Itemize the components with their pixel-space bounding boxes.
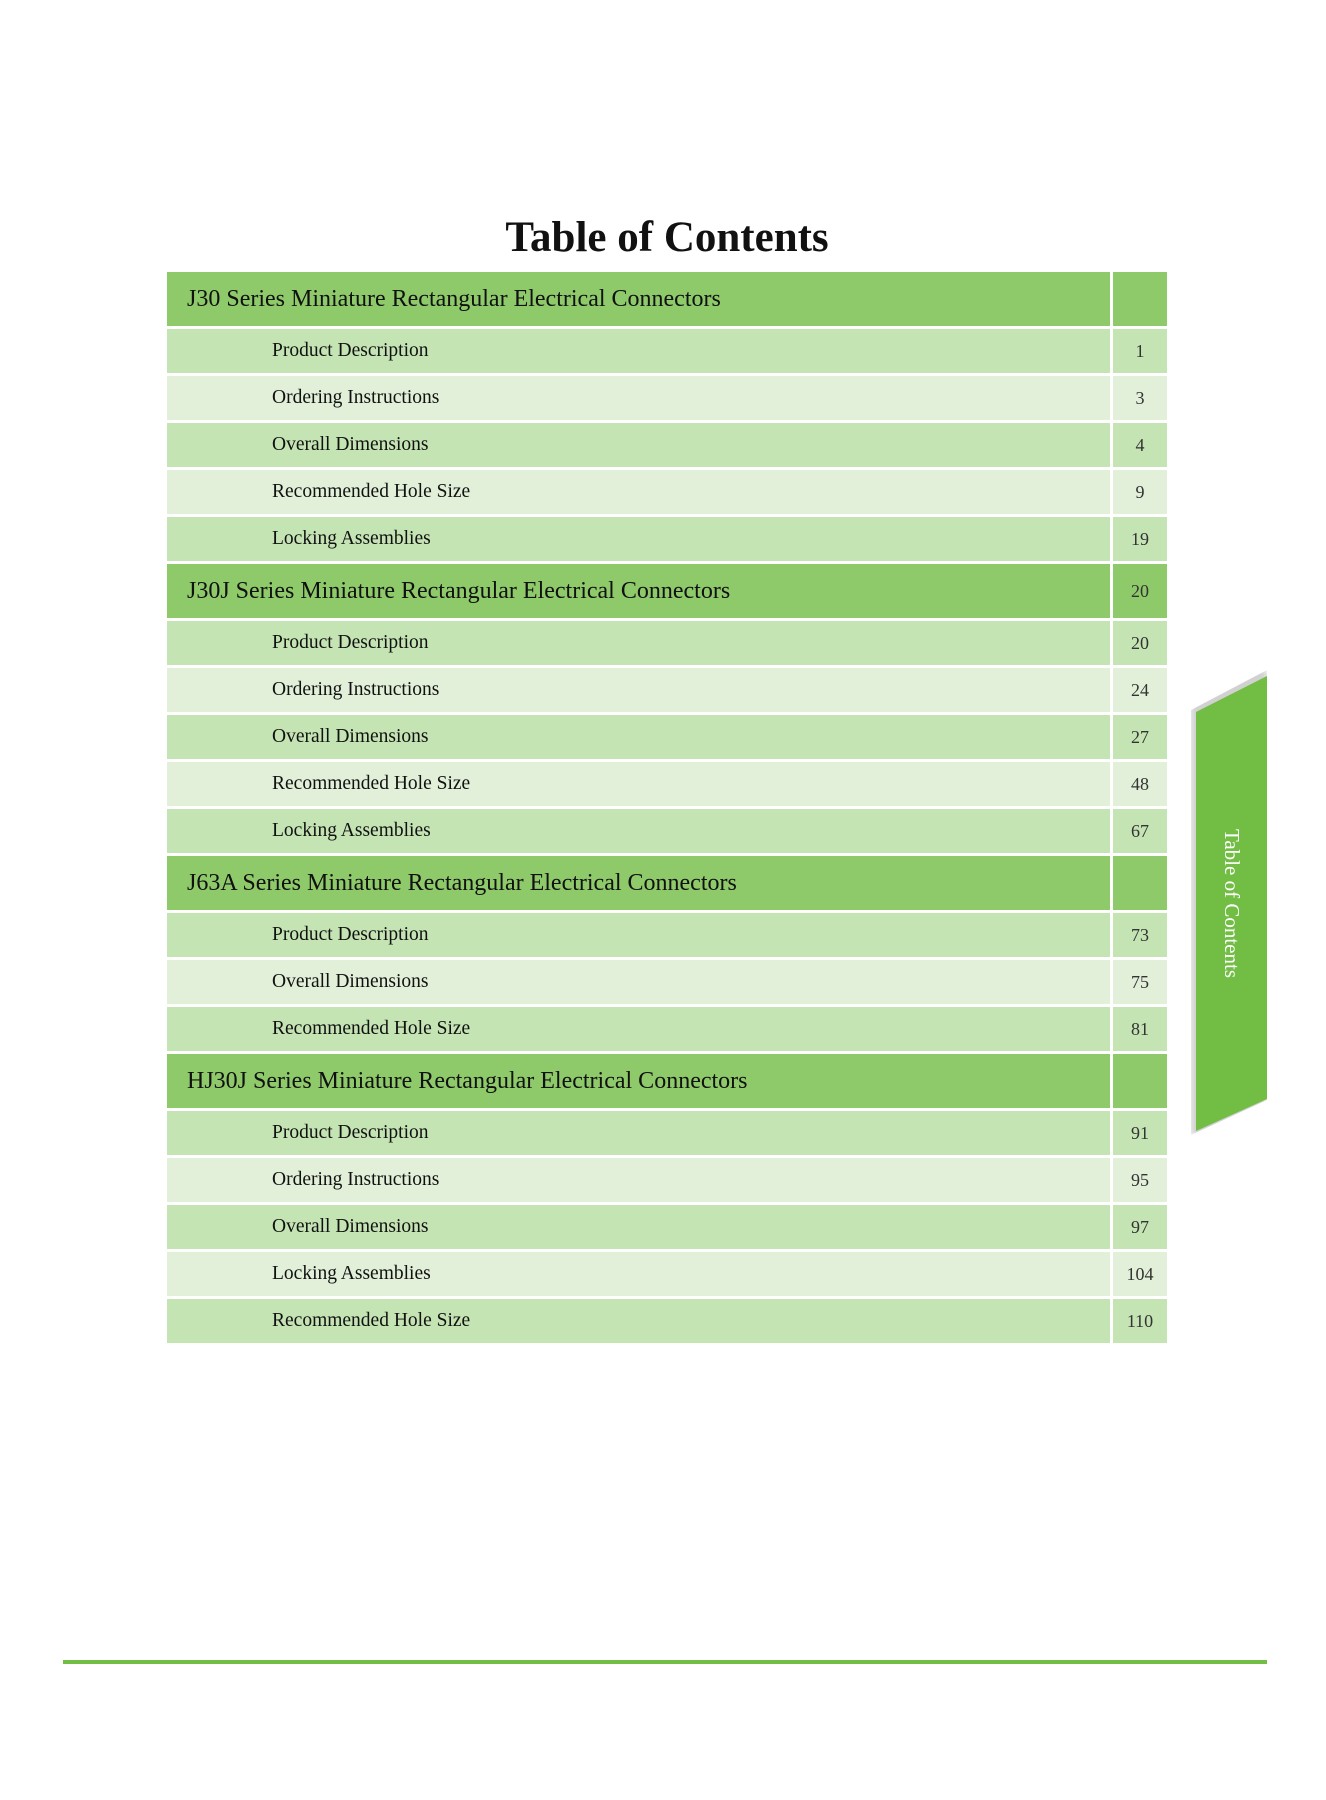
toc-section-page: 20 xyxy=(1113,564,1167,618)
toc-entry-page: 81 xyxy=(1113,1007,1167,1051)
toc-entry-label: Recommended Hole Size xyxy=(167,470,1110,514)
toc-entry-page: 3 xyxy=(1113,376,1167,420)
toc-entry-page: 20 xyxy=(1113,621,1167,665)
toc-entry-label: Overall Dimensions xyxy=(167,423,1110,467)
toc-entry-row[interactable] xyxy=(167,960,1167,1004)
toc-entry-page: 91 xyxy=(1113,1111,1167,1155)
toc-entry-page: 1 xyxy=(1113,329,1167,373)
toc-entry-page: 104 xyxy=(1113,1252,1167,1296)
table-of-contents xyxy=(167,272,1167,1346)
toc-entry-page: 48 xyxy=(1113,762,1167,806)
page-title: Table of Contents xyxy=(505,214,829,261)
toc-section-title: HJ30J Series Miniature Rectangular Electrical Connectors xyxy=(167,1054,1110,1108)
toc-entry-label: Locking Assemblies xyxy=(167,1252,1110,1296)
toc-entry-page: 95 xyxy=(1113,1158,1167,1202)
toc-entry-label: Product Description xyxy=(167,329,1110,373)
toc-entry-label: Locking Assemblies xyxy=(167,809,1110,853)
toc-entry-row[interactable] xyxy=(167,423,1167,467)
toc-entry-row[interactable] xyxy=(167,762,1167,806)
toc-section-page xyxy=(1113,856,1167,910)
toc-entry-row[interactable] xyxy=(167,1299,1167,1343)
toc-entry-row[interactable] xyxy=(167,809,1167,853)
toc-section-page xyxy=(1113,272,1167,326)
toc-entry-label: Overall Dimensions xyxy=(167,1205,1110,1249)
toc-entry-page: 27 xyxy=(1113,715,1167,759)
toc-entry-row[interactable] xyxy=(167,1158,1167,1202)
toc-section-row[interactable] xyxy=(167,272,1167,326)
toc-section-row[interactable] xyxy=(167,564,1167,618)
footer-divider xyxy=(63,1660,1267,1664)
toc-entry-row[interactable] xyxy=(167,1007,1167,1051)
toc-entry-page: 24 xyxy=(1113,668,1167,712)
toc-section-row[interactable] xyxy=(167,856,1167,910)
toc-entry-label: Ordering Instructions xyxy=(167,376,1110,420)
side-tab-text-holder xyxy=(1196,676,1267,1131)
toc-entry-page: 110 xyxy=(1113,1299,1167,1343)
toc-section-row[interactable] xyxy=(167,1054,1167,1108)
toc-entry-row[interactable] xyxy=(167,517,1167,561)
toc-entry-label: Recommended Hole Size xyxy=(167,1007,1110,1051)
toc-entry-label: Locking Assemblies xyxy=(167,517,1110,561)
toc-entry-label: Overall Dimensions xyxy=(167,960,1110,1004)
toc-entry-page: 19 xyxy=(1113,517,1167,561)
toc-entry-label: Ordering Instructions xyxy=(167,1158,1110,1202)
toc-section-title: J30J Series Miniature Rectangular Electrical Connectors xyxy=(167,564,1110,618)
toc-entry-row[interactable] xyxy=(167,1252,1167,1296)
toc-entry-page: 4 xyxy=(1113,423,1167,467)
toc-entry-page: 73 xyxy=(1113,913,1167,957)
toc-entry-row[interactable] xyxy=(167,668,1167,712)
toc-entry-label: Recommended Hole Size xyxy=(167,762,1110,806)
toc-entry-page: 9 xyxy=(1113,470,1167,514)
toc-entry-page: 67 xyxy=(1113,809,1167,853)
toc-entry-row[interactable] xyxy=(167,1205,1167,1249)
toc-entry-row[interactable] xyxy=(167,715,1167,759)
toc-entry-row[interactable] xyxy=(167,913,1167,957)
toc-entry-row[interactable] xyxy=(167,329,1167,373)
toc-entry-row[interactable] xyxy=(167,470,1167,514)
side-tab-label: Table of Contents xyxy=(1220,829,1244,978)
toc-entry-page: 97 xyxy=(1113,1205,1167,1249)
toc-entry-row[interactable] xyxy=(167,376,1167,420)
toc-entry-label: Product Description xyxy=(167,621,1110,665)
toc-entry-label: Recommended Hole Size xyxy=(167,1299,1110,1343)
toc-entry-row[interactable] xyxy=(167,1111,1167,1155)
toc-section-title: J30 Series Miniature Rectangular Electrical Connectors xyxy=(167,272,1110,326)
toc-entry-page: 75 xyxy=(1113,960,1167,1004)
toc-section-title: J63A Series Miniature Rectangular Electrical Connectors xyxy=(167,856,1110,910)
toc-entry-row[interactable] xyxy=(167,621,1167,665)
toc-entry-label: Product Description xyxy=(167,913,1110,957)
toc-entry-label: Overall Dimensions xyxy=(167,715,1110,759)
toc-section-page xyxy=(1113,1054,1167,1108)
toc-entry-label: Ordering Instructions xyxy=(167,668,1110,712)
toc-entry-label: Product Description xyxy=(167,1111,1110,1155)
